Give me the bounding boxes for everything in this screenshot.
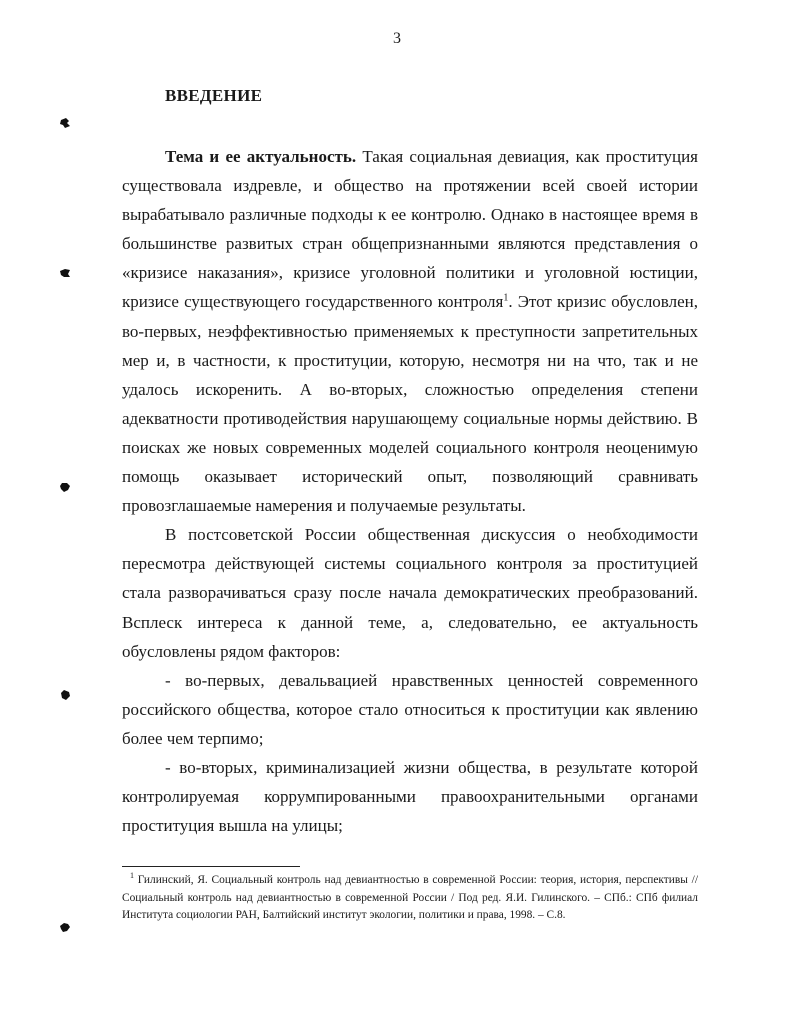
paragraph-1 (122, 142, 698, 520)
paragraph-2: В постсоветской России общественная дискуссия о необходимости пересмотра действующей системы социального контроля за проституцией стала разворачиваться сразу после начала демократических преобразований. Всплеск интереса к данной теме, а, следовательно, ее актуальность обусловлены рядом факторов: (122, 525, 698, 661)
scan-mark-icon (58, 266, 72, 280)
list-item-first: - во-первых, девальвацией нравственных ценностей современного российского общества, которое стало относиться к проституции как явлению более чем терпимо; (122, 670, 698, 748)
paragraph-1-text: Такая социальная девиация, как проституция существовала издревле, и общество на протяжении всей своей истории вырабатывало различные подходы к ее контролю. Однако в настоящее время в большинстве развитых стран общепризнанными являются представления о «кризисе наказания», кризисе уголовной политики и уголовной юстиции, кризисе существующего государственного контроля (122, 147, 699, 312)
scan-mark-icon (58, 116, 72, 130)
section-heading: ВВЕДЕНИЕ (165, 86, 263, 105)
paragraph-lead: Тема и ее актуальность. (165, 147, 357, 166)
page-number: 3 (393, 30, 401, 47)
footnote-divider (122, 866, 300, 867)
list-item-second: - во-вторых, криминализацией жизни общества, в результате которой контролируемая коррумпированными правоохранительными органами проституция вышла на улицы; (122, 757, 698, 836)
paragraph-1-text-after: . Этот кризис обусловлен, во-первых, неэффективностью применяемых к преступности запретительных мер и, в частности, к проституции, которую, несмотря ни на что, так и не удалось искоренить. А во-вторых, сложностью определения степени адекватности противодействия нарушающему социальные нормы действию. В поисках же новых современных моделей социального контроля неоценимую помощь оказывает исторический опыт, позволяющий сравнивать провозглашаемые намерения и получаемые результаты. (122, 292, 698, 516)
footnote-reference: 1 (503, 292, 509, 304)
body-text (122, 142, 698, 840)
footnote-text: Гилинский, Я. Социальный контроль над девиантностью в современной России: теория, история, перспективы // Социальный контроль над девиантностью в современной России / Под ред. Я.И. Гилинского. – СПб.: СПб филиал Института социологии РАН, Балтийский институт экологии, политики и права, 1998. – С.8. (122, 874, 698, 921)
footnote-marker: 1 (130, 871, 134, 881)
footnote (122, 872, 698, 925)
scan-mark-icon (58, 920, 72, 934)
scan-mark-icon (58, 688, 72, 702)
scan-mark-icon (58, 480, 72, 494)
